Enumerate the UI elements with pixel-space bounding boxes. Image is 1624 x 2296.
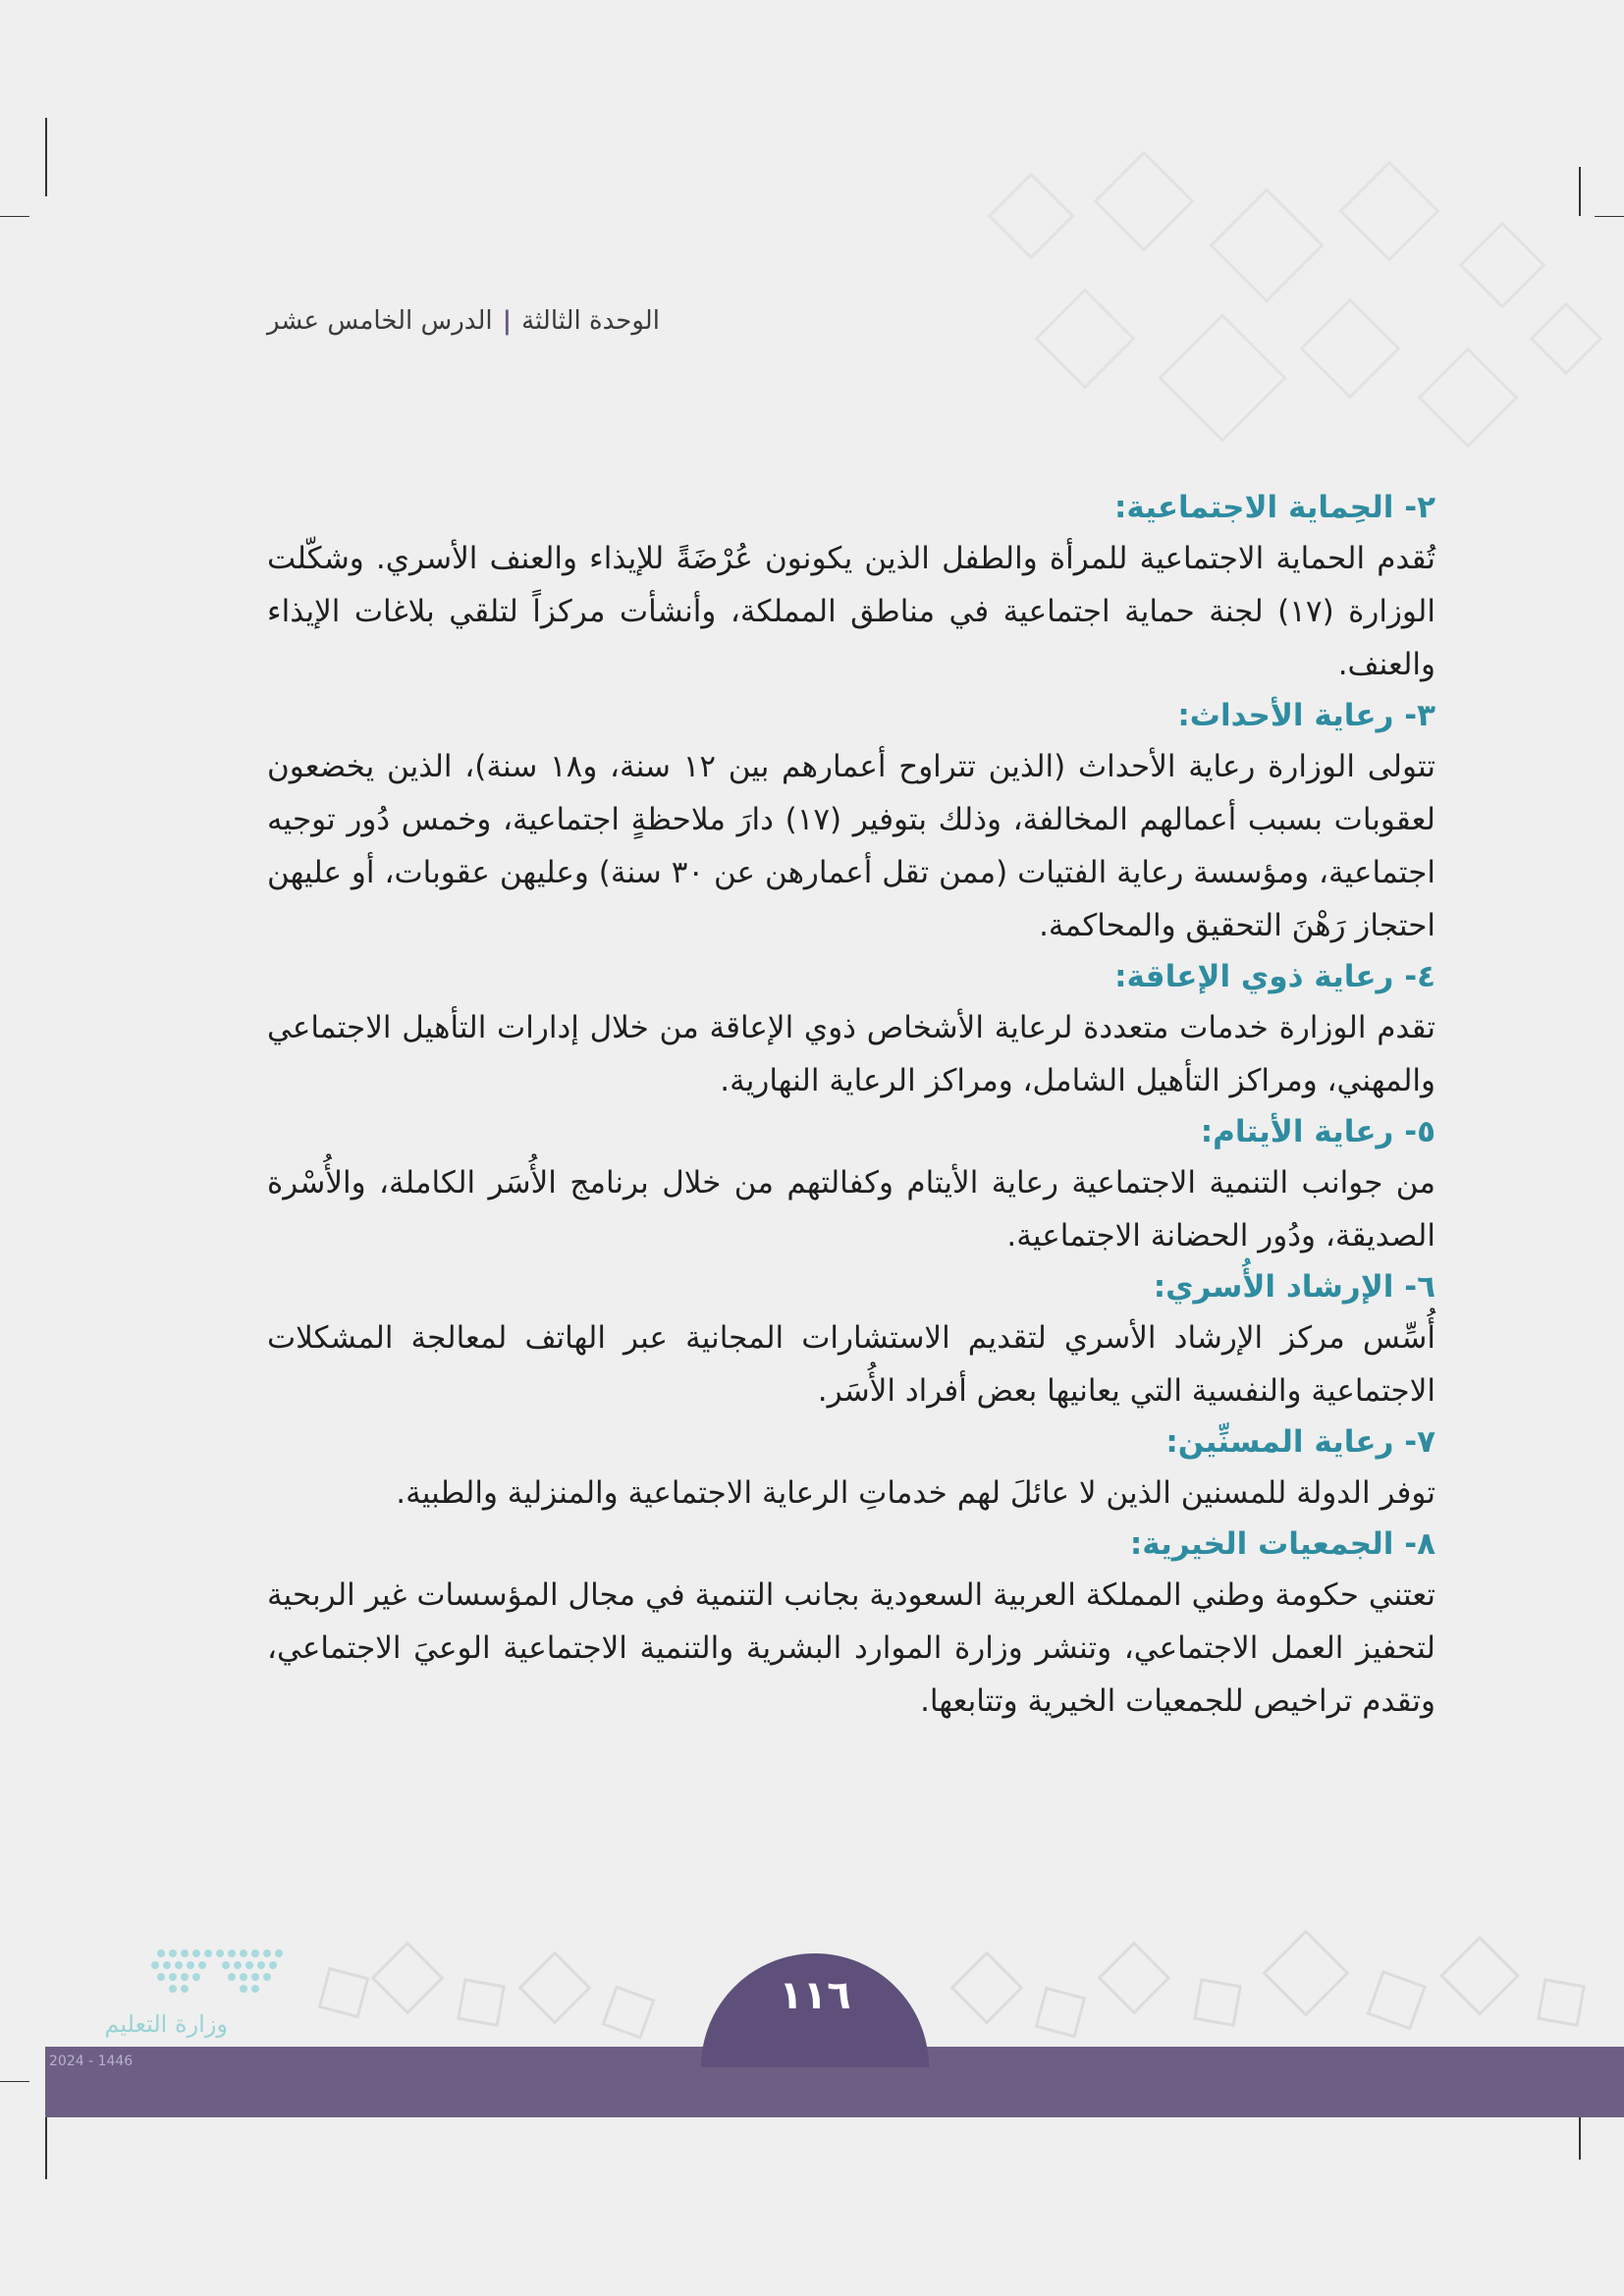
section-paragraph: توفر الدولة للمسنين الذين لا عائلَ لهم خدماتِ الرعاية الاجتماعية والمنزلية والطبية. — [396, 1475, 1435, 1511]
section-heading: ٢- الحِماية الاجتماعية: — [1114, 490, 1435, 525]
crop-mark — [45, 2110, 47, 2179]
section-social-protection — [267, 483, 1435, 691]
ministry-logo-text: وزارة التعليم — [104, 2010, 228, 2038]
section-family-counseling — [267, 1262, 1435, 1417]
page-header — [267, 306, 660, 336]
section-paragraph: تقدم الوزارة خدمات متعددة لرعاية الأشخاص ذوي الإعاقة من خلال إدارات التأهيل الاجتماعي والمهني، ومراكز التأهيل الشامل، ومراكز الرعاية النهارية. — [267, 1010, 1435, 1098]
lesson-label: الدرس الخامس عشر — [267, 306, 493, 336]
section-paragraph: تعتني حكومة وطني المملكة العربية السعودية بجانب التنمية في مجال المؤسسات غير الربحية لتحفيز العمل الاجتماعي، وتنشر وزارة الموارد البشرية والتنمية الاجتماعية الوعيَ الاجتماعي، وتقدم تراخيص للجمعيات الخيرية وتتابعها. — [267, 1577, 1435, 1719]
unit-label: الوحدة الثالثة — [521, 306, 660, 336]
section-paragraph: تتولى الوزارة رعاية الأحداث (الذين تتراوح أعمارهم بين ١٢ سنة، و١٨ سنة)، الذين يخضعون لعقوبات بسبب أعمالهم المخالفة، وذلك بتوفير (١٧) دارَ ملاحظةٍ اجتماعية، وخمس دُور توجيه اجتماعية، ومؤسسة رعاية الفتيات (ممن تقل أعمارهن عن ٣٠ سنة) وعليهن عقوبات، أو عليهن احتجاز رَهْنَ التحقيق والمحاكمة. — [267, 749, 1435, 943]
section-heading: ٦- الإرشاد الأُسري: — [1153, 1269, 1435, 1305]
section-paragraph: أُسِّس مركز الإرشاد الأسري لتقديم الاستشارات المجانية عبر الهاتف لمعالجة المشكلات الاجتماعية والنفسية التي يعانيها بعض أفراد الأُسَر. — [267, 1320, 1435, 1409]
section-paragraph: من جوانب التنمية الاجتماعية رعاية الأيتام وكفالتهم من خلال برنامج الأُسَر الكاملة، والأُسْرة الصديقة، ودُور الحضانة الاجتماعية. — [267, 1165, 1435, 1254]
crop-mark — [45, 118, 47, 196]
page-number: ١١٦ — [779, 1973, 851, 2018]
section-orphan-care — [267, 1107, 1435, 1262]
section-disability-care — [267, 952, 1435, 1107]
decorative-pattern — [943, 147, 1624, 481]
section-heading: ٥- رعاية الأيتام: — [1200, 1114, 1435, 1149]
main-content — [267, 483, 1435, 1728]
section-heading: ٨- الجمعيات الخيرية: — [1129, 1526, 1435, 1562]
section-heading: ٧- رعاية المسنِّين: — [1165, 1424, 1435, 1460]
crop-mark — [0, 2081, 29, 2082]
header-separator: | — [502, 306, 513, 336]
section-heading: ٤- رعاية ذوي الإعاقة: — [1114, 959, 1435, 994]
section-elderly-care — [267, 1417, 1435, 1520]
ministry-logo-year: 2024 - 1446 — [49, 2054, 134, 2069]
section-heading: ٣- رعاية الأحداث: — [1177, 698, 1435, 733]
section-charities — [267, 1520, 1435, 1728]
crop-mark — [0, 216, 29, 217]
section-juvenile-care — [267, 691, 1435, 952]
section-paragraph: تُقدم الحماية الاجتماعية للمرأة والطفل الذين يكونون عُرْضَةً للإيذاء والعنف الأسري. وشكّلت الوزارة (١٧) لجنة حماية اجتماعية في مناطق المملكة، وأنشأت مركزاً لتلقي بلاغات الإيذاء والعنف. — [267, 541, 1435, 682]
